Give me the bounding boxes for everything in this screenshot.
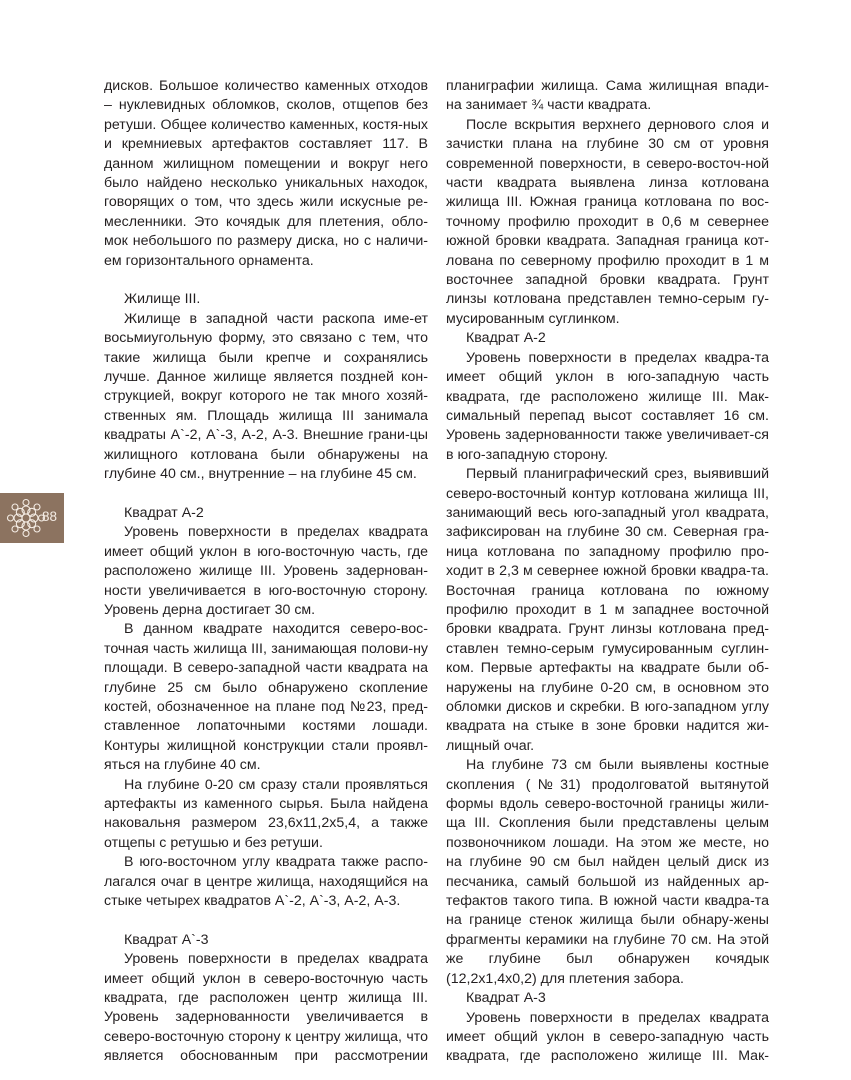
paragraph: На глубине 73 см были выявлены костные скопления (№31) продолговатой вытянутой формы вдоль северо-восточной границы жили-ща III. Скопления были представлены целым позвоночником лошади. На этом же месте, но на глубине 90 см был найден целый диск из песчаника, самый большой из найденных ар-тефактов такого типа. В южной части квадра-та на границе стенок жилища были обнару-жены фрагменты керамики на глубине 70 см. На этой же глубине был обнаружен кочядык (12,2х1,4х0,2) для плетения забора. [446,757,769,987]
paragraph: Уровень поверхности в пределах квадра-та имеет общий уклон в юго-западную часть квадрата, где расположено жилище III. Мак-симальный перепад высот составляет 16 см. Уровень задернованности также увеличивает-ся в юго-западную сторону. [446,349,769,463]
paragraph: планиграфии жилища. Сама жилищная впади-на занимает ¾ части квадрата. [446,78,769,114]
paragraph: Уровень поверхности в пределах квадрата имеет общий уклон в юго-восточную часть, где расположено жилище III. Уровень задернован-ности увеличивается в юго-восточную сторону. Уровень дерна достигает 30 см. [104,524,428,618]
paragraph: На глубине 0-20 см сразу стали проявляться артефакты из каменного сырья. Была найдена наковальня размером 23,6х11,2х5,4, а также отщепы с ретушью и без ретуши. [104,776,428,851]
paragraph: Первый планиграфический срез, выявивший северо-восточный контур котлована жилища III, занимающий весь юго-западный угол квадрата, зафиксирован на глубине 30 см. Северная гра-ница котлована по западному профилю про-ходит в 2,3 м севернее южной бровки квадра-та. Восточная граница котлована по южному профилю проходит в 1 м западнее восточной бровки квадрата. Грунт линзы котлована пред-ставлен темно-серым гумусированным суглин-ком. Первые артефакты на квадрате были об-наружены на глубине 0-20 см, в основном это обломки дисков и скребки. В юго-западном углу квадрата на стыке в зоне бровки надится жи-лищный очаг. [446,466,769,754]
paragraph-gap [104,271,428,290]
ornament-icon [5,497,47,539]
section-heading: Квадрат А`-3 [124,931,209,948]
section-heading: Квадрат А-2 [466,330,546,347]
section-heading: Квадрат А-2 [124,504,204,521]
paragraph: Жилище в западной части раскопа име-ет восьмиугольную форму, это связано с тем, что такие жилища были крепче и сохранялись лучше. Данное жилище является поздней кон-струкцией, вокруг которого не так много хозяй-ственных ям. Площадь жилища III занимала квадраты А`-2, А`-3, А-2, А-3. Внешние грани-цы жилищного котлована были обнаружены на глубине 40 см., внутренние – на глубине 45 см. [104,310,428,483]
paragraph: Уровень поверхности в пределах квадрата имеет общий уклон в северо-западную часть квадрата, где расположено жилище III. Мак- [446,1009,769,1065]
paragraph-gap [104,485,428,504]
paragraph: В данном квадрате находится северо-вос-точная часть жилища III, занимающая полови-ну площади. В северо-западной части квадрата на глубине 25 см было обнаружено скопление костей, обозначенное на плане под №23, пред-ставленное лопаточными костями лошади. Контуры жилищной конструкции стали проявл-яться на глубине 40 см. [104,621,428,774]
paragraph: Уровень поверхности в пределах квадрата имеет общий уклон в северо-восточную часть квадрата, где расположен центр жилища III. Уровень задернованности увеличивается в северо-восточную сторону к центру жилища, что является обоснованным при рассмотрении [104,951,428,1065]
left-text-column [104,77,428,1067]
page-number: 88 [42,509,58,524]
paragraph: В юго-восточном углу квадрата также распо-лагался очаг в центре жилища, находящийся на стыке четырех квадратов А`-2, А`-3, А-2, А-3. [104,854,428,910]
paragraph: После вскрытия верхнего дернового слоя и зачистки плана на глубине 30 см от уровня современной поверхности, в северо-восточ-ной части квадрата выявлена линза котлована жилища III. Южная граница котлована по вос-точному профилю проходит в 0,6 м севернее южной бровки квадрата. Западная граница кот-лована по северному профилю проходит в 1 м восточнее западной бровки квадрата. Грунт линзы котлована представлен темно-серым гу-мусированным суглинком. [446,116,769,327]
section-heading: Жилище III. [124,291,201,308]
section-heading: Квадрат А-3 [466,990,546,1007]
paragraph: дисков. Большое количество каменных отходов – нуклевидных обломков, сколов, отщепов без ретуши. Общее количество каменных, костя-ных и кремниевых артефактов составляет 117. В данном жилищном помещении и вокруг него было найдено несколько уникальных находок, говорящих о том, что здесь жили искусные ре-месленники. Это кочядык для плетения, обло-мок небольшого по размеру диска, но с наличи-ем горизонтального орнамента. [104,78,428,269]
page-number-tab [0,493,64,543]
right-text-column [446,77,769,1067]
paragraph-gap [104,911,428,930]
